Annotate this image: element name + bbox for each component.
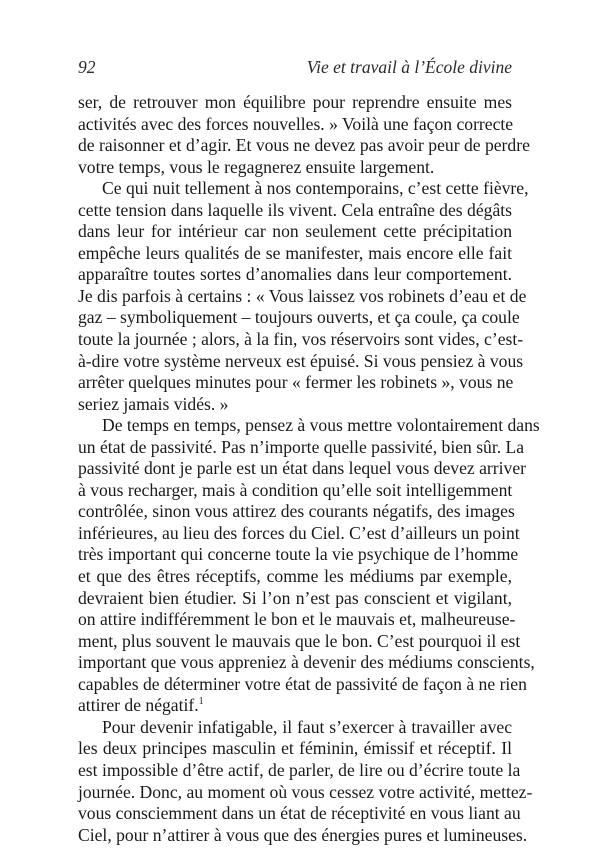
paragraph: [78, 178, 529, 415]
text-line: passivité dont je parle est un état dans lequel vous devez arriver: [78, 458, 526, 479]
text-line: vous consciemment dans un état de réceptivité en vous liant au: [78, 803, 521, 824]
text-line: à-dire votre système nerveux est épuisé. Si vous pensiez à vous: [78, 350, 524, 371]
text-line: contrôlée, sinon vous attirez des courants négatifs, des images: [78, 501, 515, 522]
paragraph: [78, 716, 533, 846]
text-line: dans leur for intérieur car non seulement cette précipitation: [78, 221, 512, 242]
text-line: votre temps, vous le regagnerez ensuite largement.: [78, 156, 435, 177]
text-line: Ce qui nuit tellement à nos contemporains, c’est cette fièvre,: [102, 178, 529, 199]
book-page: [78, 56, 540, 846]
page-number: 92: [78, 57, 96, 77]
text-line: activités avec des forces nouvelles. » Voilà une façon correcte: [78, 113, 514, 134]
text-line: [78, 695, 512, 717]
text-line: ment, plus souvent le mauvais que le bon. C’est pourquoi il est: [78, 630, 521, 651]
text-line: journée. Donc, au moment où vous cessez votre activité, mettez-: [78, 781, 533, 802]
text-line: Pour devenir infatigable, il faut s’exercer à travailler avec: [102, 716, 512, 737]
text-line: Ciel, pour n’attirer à vous que des énergies pures et lumineuses.: [78, 824, 528, 845]
text-line: arrêter quelques minutes pour « fermer les robinets », vous ne: [78, 372, 514, 393]
text-line: devraient bien étudier. Si l’on n’est pas conscient et vigilant,: [78, 587, 512, 608]
text-line: cette tension dans laquelle ils vivent. Cela entraîne des dégâts: [78, 199, 512, 220]
text-line: à vous recharger, mais à condition qu’elle soit intelligemment: [78, 479, 513, 500]
text-line: important que vous appreniez à devenir des médiums conscients,: [78, 652, 535, 673]
text-line: est impossible d’être actif, de parler, de lire ou d’écrire toute la: [78, 759, 521, 780]
footnote-reference[interactable]: 1: [198, 696, 204, 708]
text-line: De temps en temps, pensez à vous mettre volontairement dans: [102, 415, 540, 436]
text-line: empêche leurs qualités de se manifester, mais encore elle fait: [78, 242, 512, 263]
text-line: Je dis parfois à certains : « Vous laissez vos robinets d’eau et de: [78, 285, 527, 306]
text-line: de raisonner et d’agir. Et vous ne devez pas avoir peur de perdre: [78, 135, 530, 156]
text-line: seriez jamais vidés. »: [78, 393, 229, 414]
paragraph: [78, 92, 530, 178]
paragraph: [78, 415, 540, 717]
text-line: très important qui concerne toute la vie psychique de l’homme: [78, 544, 519, 565]
running-header: [78, 56, 512, 82]
text-line: les deux principes masculin et féminin, émissif et réceptif. Il: [78, 738, 512, 759]
text-line: apparaître toutes sortes d’anomalies dans leur comportement.: [78, 264, 512, 285]
text-line: on attire indifféremment le bon et le mauvais et, malheureuse-: [78, 609, 516, 630]
running-title: Vie et travail à l’École divine: [306, 57, 512, 77]
text-line: un état de passivité. Pas n’importe quelle passivité, bien sûr. La: [78, 436, 525, 457]
body-text: [78, 92, 540, 846]
text-line: et que des êtres réceptifs, comme les médiums par exemple,: [78, 566, 512, 587]
text-line: gaz – symboliquement – toujours ouverts, et ça coule, ça coule: [78, 307, 520, 328]
text-line: toute la journée ; alors, à la fin, vos réservoirs sont vides, c’est-: [78, 329, 524, 350]
text-line-content: attirer de négatif.: [78, 695, 199, 716]
text-line: ser, de retrouver mon équilibre pour reprendre ensuite mes: [78, 92, 512, 112]
text-line: capables de déterminer votre état de passivité de façon à ne rien: [78, 673, 527, 694]
text-line: inférieures, au lieu des forces du Ciel. C’est d’ailleurs un point: [78, 522, 520, 543]
